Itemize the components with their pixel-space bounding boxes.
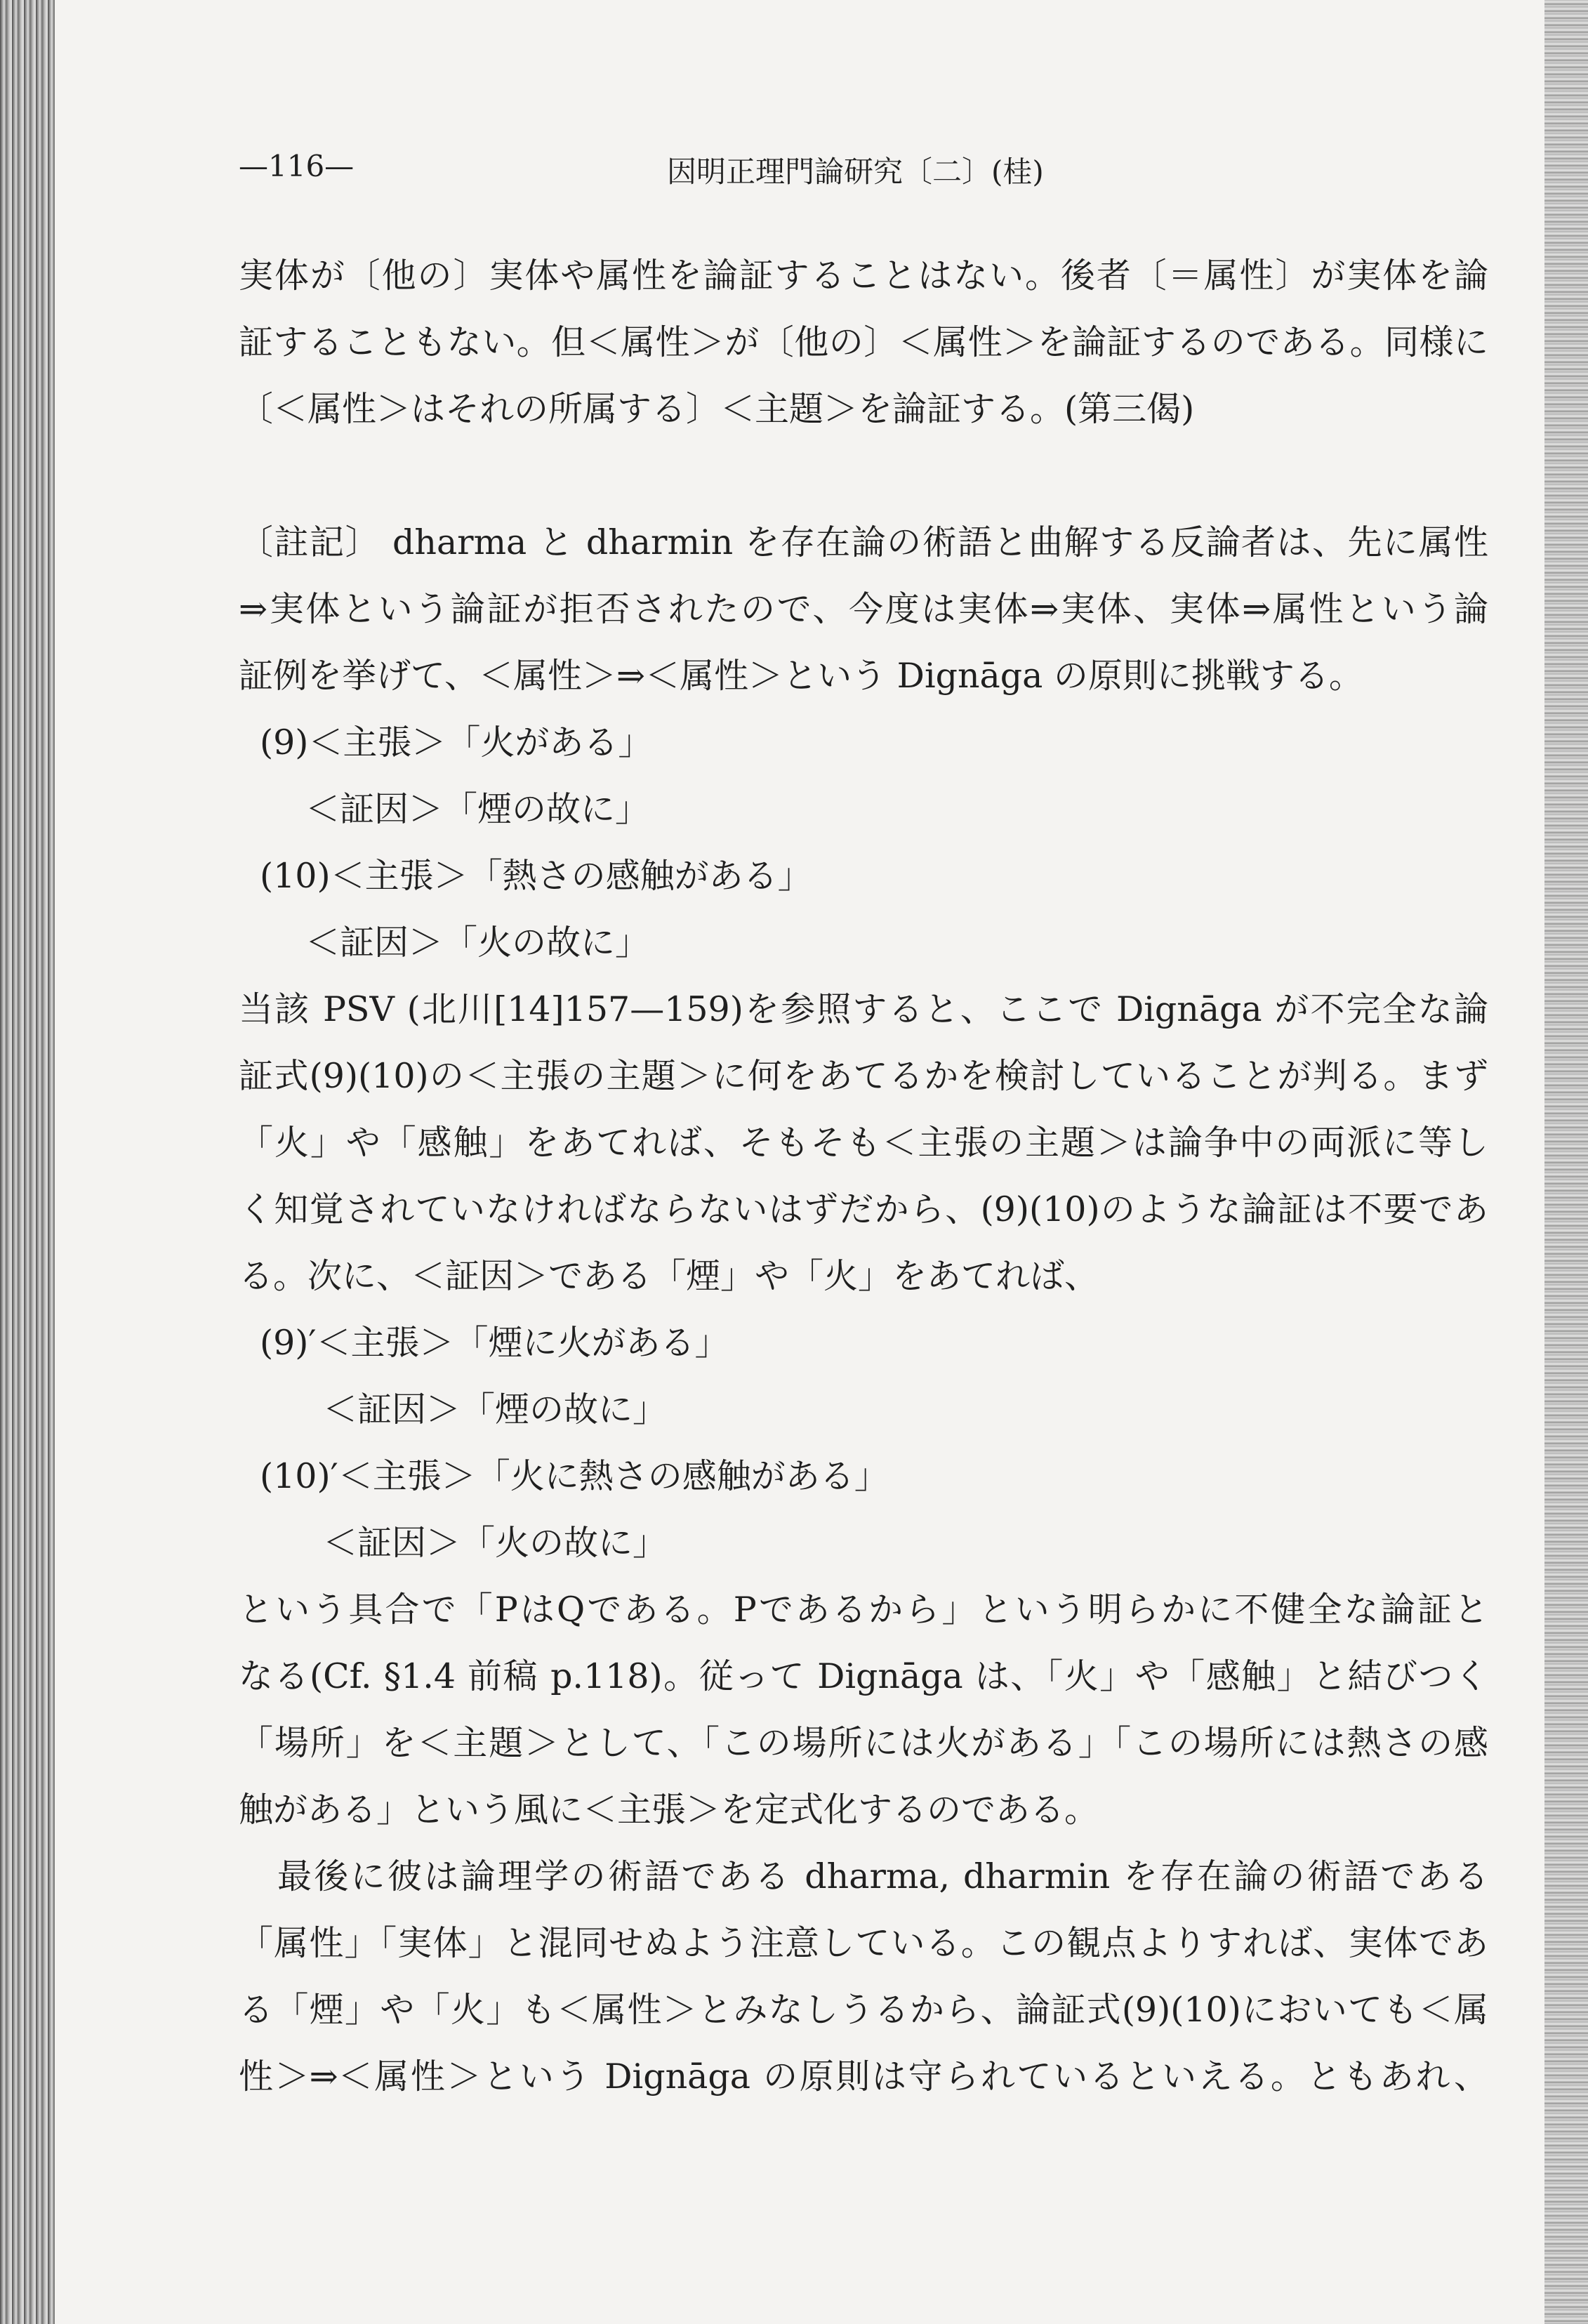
scan-edge-shadow-right: [1544, 0, 1588, 2324]
page-number: —116—: [239, 149, 355, 183]
body-text: [239, 242, 1488, 2110]
text-line: 証式(9)(10)の＜主張の主題＞に何をあてるかを検討していることが判る。まず: [239, 1056, 1488, 1096]
text-line: 〔註記〕 dharma と dharmin を存在論の術語と曲解する反論者は、先に属性: [239, 522, 1488, 562]
text-line: 当該 PSV (北川[14]157—159)を参照すると、ここで Dignāga が不完全な論: [239, 989, 1488, 1029]
text-line: る。次に、＜証因＞である「煙」や「火」をあてれば、: [239, 1256, 1099, 1296]
text-line: ＜証因＞「火の故に」: [323, 1523, 668, 1563]
text-line: なる(Cf. §1.4 前稿 p.118)。従って Dignāga は、「火」や「感触」と結びつく: [239, 1656, 1488, 1696]
text-line: 触がある」という風に＜主張＞を定式化するのである。: [239, 1790, 1099, 1830]
text-line: ⇒実体という論証が拒否されたので、今度は実体⇒実体、実体⇒属性という論: [239, 589, 1488, 629]
text-line: る「煙」や「火」も＜属性＞とみなしうるから、論証式(9)(10)においても＜属: [239, 1990, 1488, 2030]
text-line: (9)＜主張＞「火がある」: [260, 722, 653, 762]
text-line: 「火」や「感触」をあてれば、そもそも＜主張の主題＞は論争中の両派に等し: [239, 1123, 1488, 1163]
text-line: ＜証因＞「煙の故に」: [305, 789, 650, 829]
text-line: 〔＜属性＞はそれの所属する〕＜主題＞を論証する。(第三偈): [239, 389, 1195, 429]
text-line: 証例を挙げて、＜属性＞⇒＜属性＞という Dignāga の原則に挑戦する。: [239, 656, 1363, 696]
text-line: 実体が〔他の〕実体や属性を論証することはない。後者〔＝属性〕が実体を論: [239, 256, 1488, 296]
text-line: 「場所」を＜主題＞として、「この場所には火がある」「この場所には熱さの感: [239, 1723, 1488, 1763]
text-line: (9)′＜主張＞「煙に火がある」: [260, 1323, 729, 1363]
text-line: (10)′＜主張＞「火に熱さの感触がある」: [260, 1456, 889, 1496]
scan-binding-shadow-left: [0, 0, 55, 2324]
text-line: (10)＜主張＞「熱さの感触がある」: [260, 856, 812, 896]
text-line: 「属性」「実体」と混同せぬよう注意している。この観点よりすれば、実体であ: [239, 1923, 1488, 1963]
text-line: 性＞⇒＜属性＞という Dignāga の原則は守られているといえる。ともあれ、: [239, 2056, 1488, 2097]
text-line: ＜証因＞「火の故に」: [305, 923, 650, 963]
running-title: 因明正理門論研究〔二〕(桂): [667, 154, 1044, 189]
text-line: という具合で「PはQである。Pであるから」という明らかに不健全な論証と: [239, 1590, 1488, 1630]
text-line: ＜証因＞「煙の故に」: [323, 1389, 668, 1430]
paragraph-gap: [239, 442, 1488, 509]
text-line: く知覚されていなければならないはずだから、(9)(10)のような論証は不要であ: [239, 1189, 1488, 1229]
page-header: [239, 149, 1488, 198]
text-line: 証することもない。但＜属性＞が〔他の〕＜属性＞を論証するのである。同様に: [239, 322, 1488, 362]
text-line: 最後に彼は論理学の術語である dharma, dharmin を存在論の術語である: [277, 1856, 1488, 1896]
